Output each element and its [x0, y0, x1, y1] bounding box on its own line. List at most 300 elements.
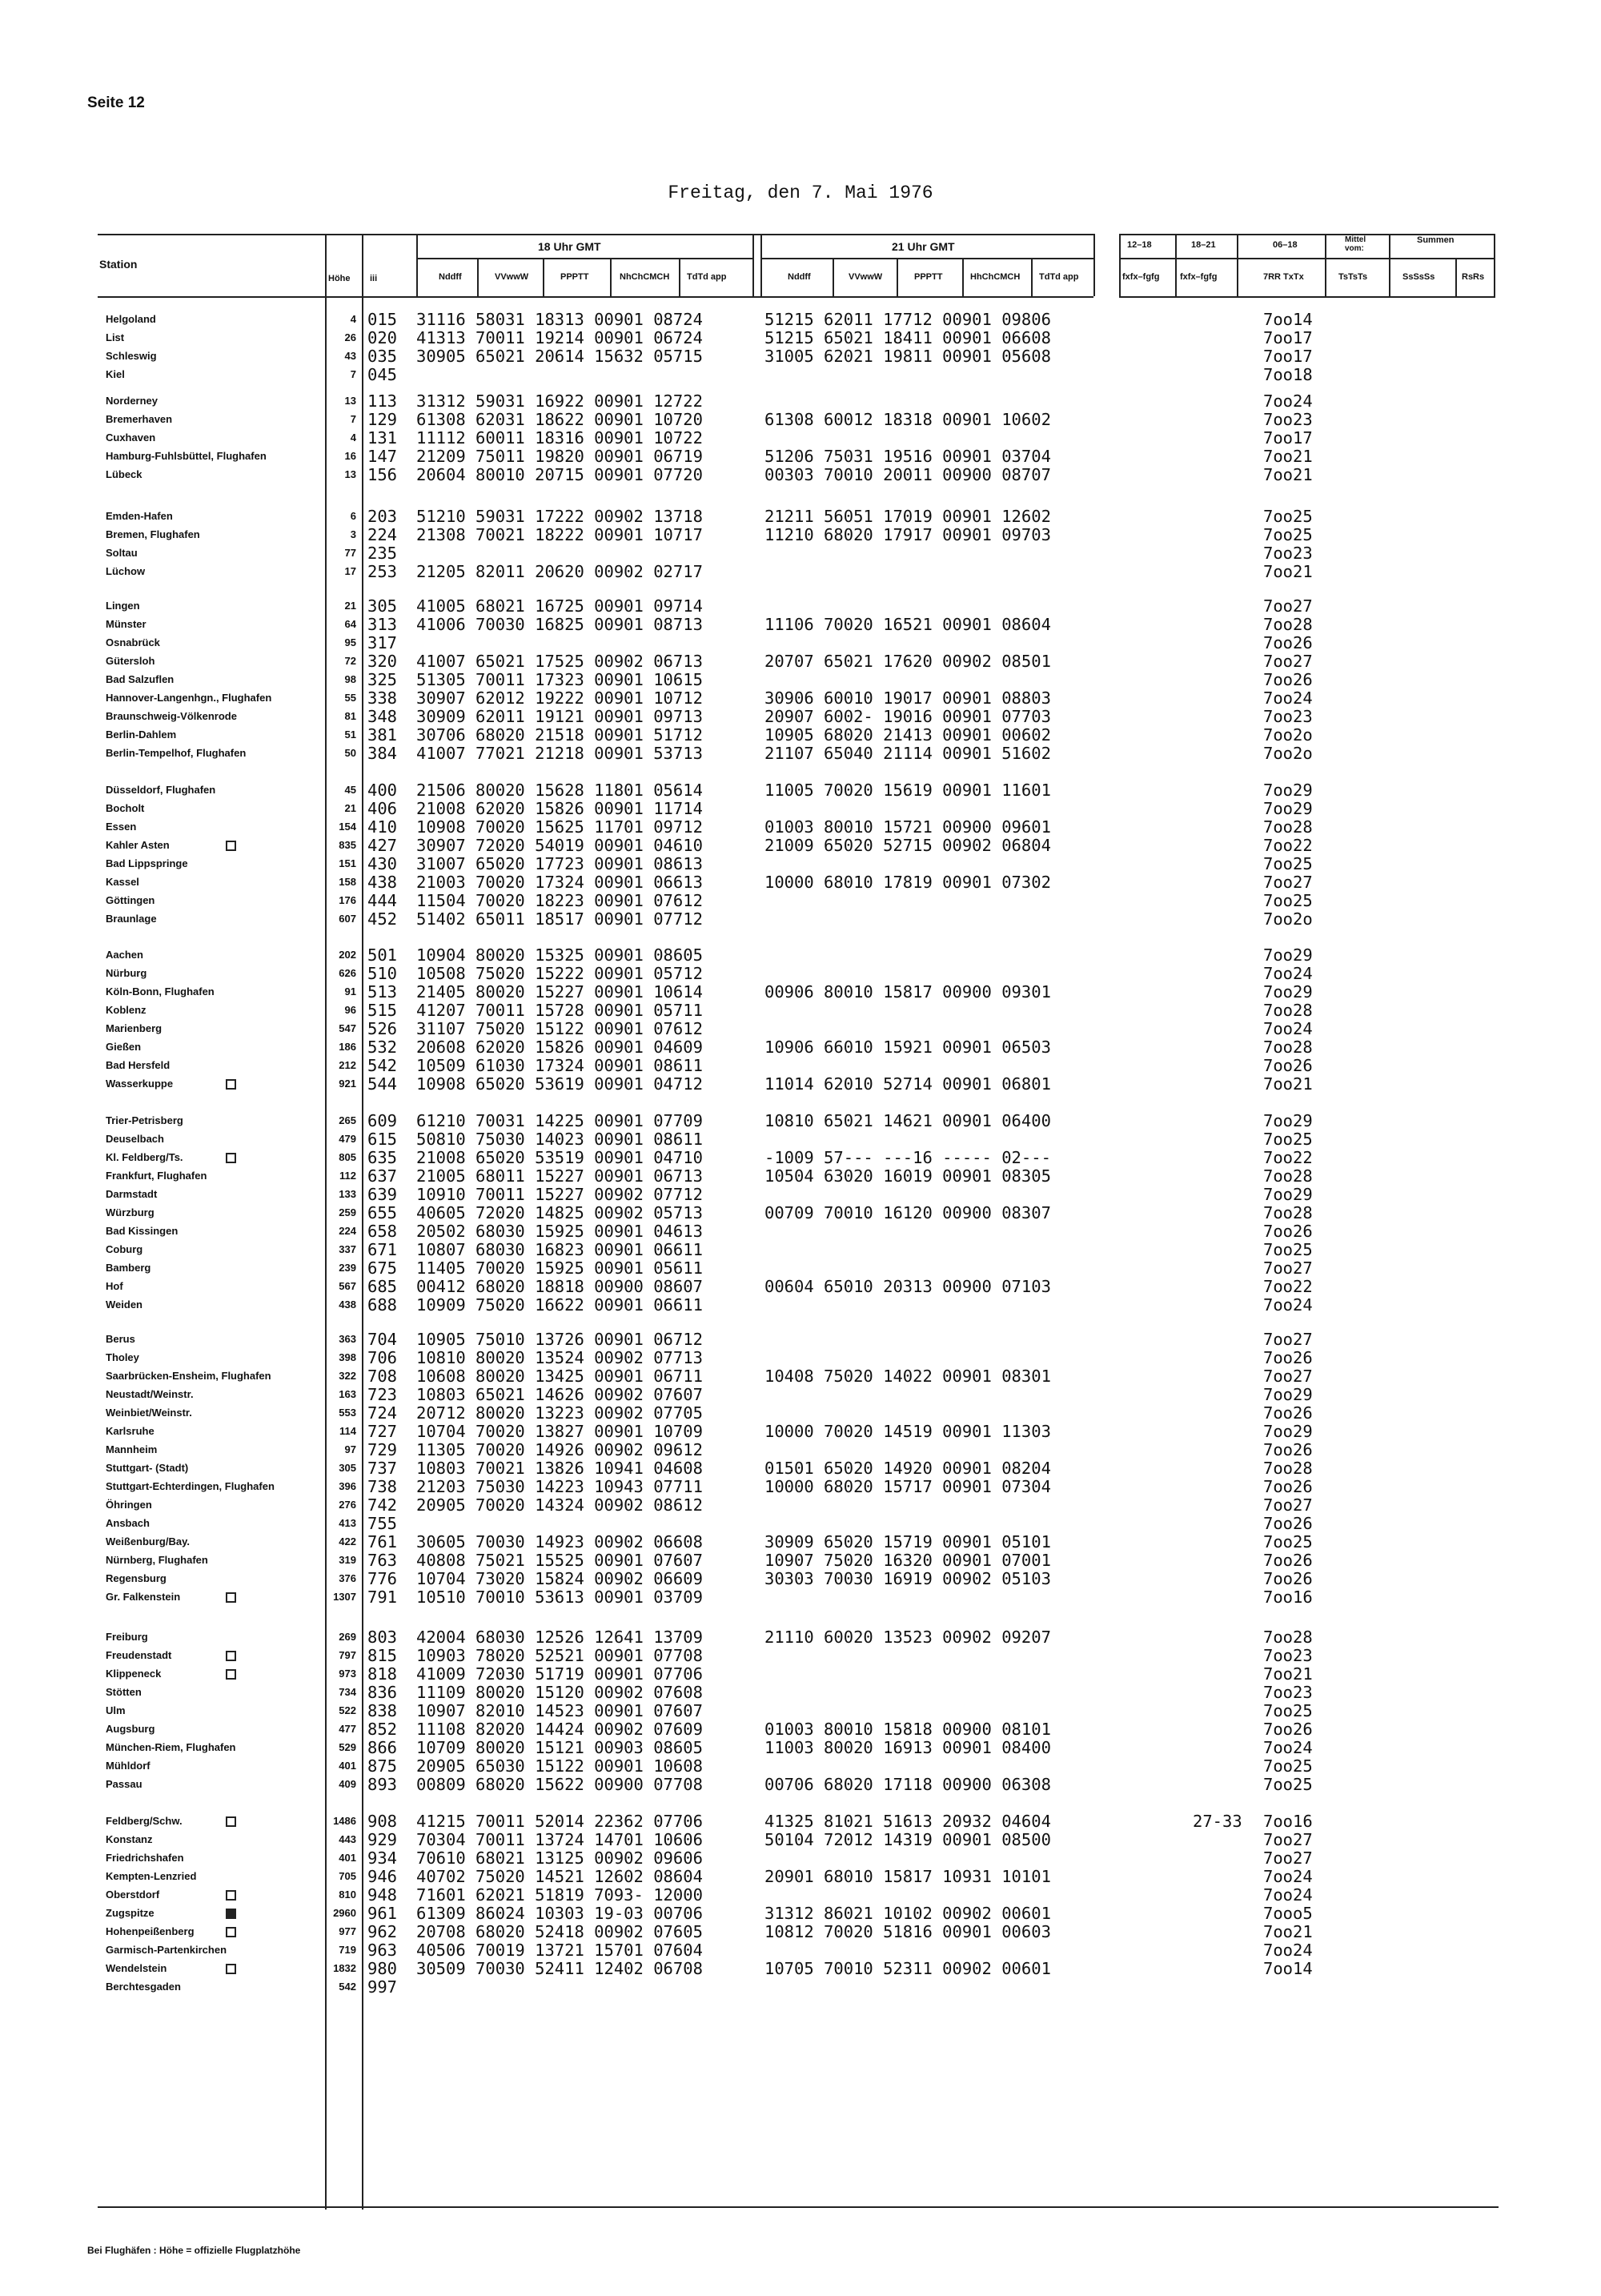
obs-18-gmt: 30706 68020 21518 00901 51712: [416, 725, 703, 745]
station-elevation: 91: [344, 985, 356, 997]
obs-21-gmt: -1009 57--- ---16 ----- 02---: [764, 1148, 1051, 1167]
station-elevation: 835: [339, 839, 356, 851]
station-name: Soltau: [106, 547, 138, 559]
obs-18-gmt: 20604 80010 20715 00901 07720: [416, 465, 703, 484]
tx-value: 7oo21: [1263, 1664, 1313, 1684]
station-iii: 708: [367, 1367, 398, 1386]
tx-value: 7oo16: [1263, 1588, 1313, 1607]
station-iii: 727: [367, 1422, 398, 1441]
tx-value: 7oo22: [1263, 1148, 1313, 1167]
station-name: Bocholt: [106, 802, 145, 814]
obs-18-gmt: 71601 62021 51819 7093- 12000: [416, 1885, 703, 1905]
station-name: Konstanz: [106, 1833, 153, 1845]
station-name: Karlsruhe: [106, 1425, 154, 1437]
station-elevation: 4: [350, 432, 356, 444]
obs-18-gmt: 21405 80020 15227 00901 10614: [416, 982, 703, 1001]
station-name: Helgoland: [106, 313, 156, 325]
station-iii: 513: [367, 982, 398, 1001]
obs-18-gmt: 11405 70020 15925 00901 05611: [416, 1258, 703, 1278]
station-name: Marienberg: [106, 1022, 163, 1034]
station-elevation: 3: [350, 528, 356, 540]
station-elevation: 16: [344, 450, 356, 462]
station-elevation: 97: [344, 1443, 356, 1455]
station-elevation: 547: [339, 1022, 356, 1034]
tx-value: 7oo27: [1263, 1848, 1313, 1868]
obs-18-gmt: 30907 62012 19222 00901 10712: [416, 688, 703, 708]
obs-21-gmt: 01003 80010 15818 00900 08101: [764, 1720, 1051, 1739]
tx-value: 7oo26: [1263, 1440, 1313, 1459]
tx-value: 7oo27: [1263, 652, 1313, 671]
station-iii: 675: [367, 1258, 398, 1278]
station-iii: 763: [367, 1551, 398, 1570]
tx-value: 7oo23: [1263, 1683, 1313, 1702]
station-iii: 963: [367, 1941, 398, 1960]
obs-18-gmt: 21203 75030 14223 10943 07711: [416, 1477, 703, 1496]
station-elevation: 376: [339, 1572, 356, 1584]
header-21-col-3: PPPTT: [914, 272, 943, 282]
station-iii: 224: [367, 525, 398, 544]
obs-21-gmt: 51206 75031 19516 00901 03704: [764, 447, 1051, 466]
square-marker: [226, 1592, 236, 1603]
station-elevation: 224: [339, 1225, 356, 1237]
station-iii: 338: [367, 688, 398, 708]
iii-column-rule: [362, 296, 363, 2210]
square-marker: [226, 1964, 236, 1974]
tx-value: 7oo18: [1263, 365, 1313, 384]
tx-value: 7oo25: [1263, 1532, 1313, 1551]
obs-21-gmt: 10000 68010 17819 00901 07302: [764, 873, 1051, 892]
tx-value: 7oo25: [1263, 891, 1313, 910]
station-name: Weiden: [106, 1299, 142, 1311]
station-elevation: 305: [339, 1462, 356, 1474]
station-elevation: 7: [350, 368, 356, 380]
station-name: Oberstdorf: [106, 1889, 160, 1901]
square-marker: [226, 1927, 236, 1937]
station-elevation: 705: [339, 1870, 356, 1882]
station-name: Tholey: [106, 1351, 139, 1363]
station-elevation: 542: [339, 1981, 356, 1993]
station-iii: 724: [367, 1403, 398, 1423]
obs-18-gmt: 10907 82010 14523 00901 07607: [416, 1701, 703, 1720]
tx-value: 7oo26: [1263, 1569, 1313, 1588]
station-name: Saarbrücken-Ensheim, Flughafen: [106, 1370, 271, 1382]
report-date: Freitag, den 7. Mai 1976: [668, 183, 933, 203]
station-elevation: 176: [339, 894, 356, 906]
station-elevation: 151: [339, 857, 356, 869]
station-elevation: 81: [344, 710, 356, 722]
obs-18-gmt: 10510 70010 53613 00901 03709: [416, 1588, 703, 1607]
header-extra-mittel: Mittel vom:: [1345, 235, 1366, 253]
station-name: Lübeck: [106, 468, 142, 480]
station-name: Gießen: [106, 1041, 142, 1053]
station-elevation: 529: [339, 1741, 356, 1753]
tx-value: 7oo26: [1263, 633, 1313, 652]
obs-21-gmt: 41325 81021 51613 20932 04604: [764, 1812, 1051, 1831]
tx-value: 7oo26: [1263, 670, 1313, 689]
obs-18-gmt: 10909 75020 16622 00901 06611: [416, 1295, 703, 1315]
station-elevation: 522: [339, 1704, 356, 1716]
station-iii: 836: [367, 1683, 398, 1702]
station-elevation: 973: [339, 1668, 356, 1680]
station-name: Bad Hersfeld: [106, 1059, 171, 1071]
station-name: Mühldorf: [106, 1760, 150, 1772]
obs-18-gmt: 70610 68021 13125 00902 09606: [416, 1848, 703, 1868]
station-iii: 946: [367, 1867, 398, 1886]
station-elevation: 805: [339, 1151, 356, 1163]
station-name: Bremerhaven: [106, 413, 173, 425]
obs-21-gmt: 31005 62021 19811 00901 05608: [764, 347, 1051, 366]
obs-18-gmt: 41007 77021 21218 00901 53713: [416, 744, 703, 763]
station-iii: 908: [367, 1812, 398, 1831]
station-name: Düsseldorf, Flughafen: [106, 784, 216, 796]
obs-18-gmt: 10903 78020 52521 00901 07708: [416, 1646, 703, 1665]
obs-21-gmt: 20901 68010 15817 10931 10101: [764, 1867, 1051, 1886]
station-elevation: 72: [344, 655, 356, 667]
obs-18-gmt: 21003 70020 17324 00901 06613: [416, 873, 703, 892]
station-iii: 929: [367, 1830, 398, 1849]
obs-18-gmt: 10908 70020 15625 11701 09712: [416, 817, 703, 837]
station-iii: 688: [367, 1295, 398, 1315]
station-name: Frankfurt, Flughafen: [106, 1170, 207, 1182]
station-elevation: 6: [350, 510, 356, 522]
header-bottom-rule-right: [1119, 296, 1495, 298]
station-name: Bad Lippspringe: [106, 857, 188, 869]
obs-18-gmt: 41207 70011 15728 00901 05711: [416, 1001, 703, 1020]
header-top-rule: [98, 234, 1093, 235]
header-extra-fx1: fxfx–fgfg: [1122, 272, 1160, 282]
tx-value: 7oo27: [1263, 1495, 1313, 1515]
station-iii: 838: [367, 1701, 398, 1720]
obs-18-gmt: 30509 70030 52411 12402 06708: [416, 1959, 703, 1978]
obs-21-gmt: 11106 70020 16521 00901 08604: [764, 615, 1051, 634]
station-elevation: 158: [339, 876, 356, 888]
square-marker: [226, 1079, 236, 1090]
station-iii: 934: [367, 1848, 398, 1868]
station-iii: 156: [367, 465, 398, 484]
station-elevation: 239: [339, 1262, 356, 1274]
header-extra-ss: SsSsSs: [1402, 272, 1435, 282]
obs-18-gmt: 21205 82011 20620 00902 02717: [416, 562, 703, 581]
station-elevation: 64: [344, 618, 356, 630]
station-name: Stuttgart-Echterdingen, Flughafen: [106, 1480, 275, 1492]
footnote: Bei Flughäfen : Höhe = offizielle Flugplatzhöhe: [87, 2245, 301, 2256]
station-elevation: 363: [339, 1333, 356, 1345]
tx-value: 7oo23: [1263, 1646, 1313, 1665]
obs-18-gmt: 11109 80020 15120 00902 07608: [416, 1683, 703, 1702]
obs-18-gmt: 20905 70020 14324 00902 08612: [416, 1495, 703, 1515]
tx-value: 7oo25: [1263, 507, 1313, 526]
obs-21-gmt: 31312 86021 10102 00902 00601: [764, 1904, 1051, 1923]
station-name: Bremen, Flughafen: [106, 528, 200, 540]
tx-value: 7oo23: [1263, 410, 1313, 429]
station-name: Koblenz: [106, 1004, 146, 1016]
tx-value: 7oo21: [1263, 465, 1313, 484]
header-extra-ts: TsTsTs: [1338, 272, 1368, 282]
station-elevation: 17: [344, 565, 356, 577]
station-name: Wasserkuppe: [106, 1078, 174, 1090]
tx-value: 7oo24: [1263, 1295, 1313, 1315]
obs-18-gmt: 51305 70011 17323 00901 10615: [416, 670, 703, 689]
station-elevation: 337: [339, 1243, 356, 1255]
station-elevation: 810: [339, 1889, 356, 1901]
obs-21-gmt: 11210 68020 17917 00901 09703: [764, 525, 1051, 544]
page-number: Seite 12: [87, 94, 145, 111]
tx-value: 7oo26: [1263, 1477, 1313, 1496]
station-iii: 131: [367, 428, 398, 448]
station-name: Stötten: [106, 1686, 142, 1698]
station-iii: 129: [367, 410, 398, 429]
header-21-col-2: VVwwW: [849, 272, 883, 282]
page-bottom-rule: [98, 2206, 1499, 2208]
station-iii: 671: [367, 1240, 398, 1259]
header-station: Station: [99, 258, 138, 271]
station-name: Braunschweig-Völkenrode: [106, 710, 237, 722]
tx-value: 7oo2o: [1263, 909, 1313, 929]
obs-18-gmt: 10709 80020 15121 00903 08605: [416, 1738, 703, 1757]
station-elevation: 77: [344, 547, 356, 559]
station-iii: 400: [367, 781, 398, 800]
obs-18-gmt: 21209 75011 19820 00901 06719: [416, 447, 703, 466]
tx-value: 7oo17: [1263, 347, 1313, 366]
tx-value: 7oo14: [1263, 1959, 1313, 1978]
tx-value: 7oo24: [1263, 1867, 1313, 1886]
header-18-col-2: VVwwW: [495, 272, 529, 282]
station-name: Weinbiet/Weinstr.: [106, 1407, 192, 1419]
station-name: Wendelstein: [106, 1962, 167, 1974]
station-iii: 818: [367, 1664, 398, 1684]
station-iii: 430: [367, 854, 398, 873]
obs-18-gmt: 30605 70030 14923 00902 06608: [416, 1532, 703, 1551]
station-elevation: 212: [339, 1059, 356, 1071]
tx-value: 7oo23: [1263, 707, 1313, 726]
station-elevation: 413: [339, 1517, 356, 1529]
station-name: Passau: [106, 1778, 142, 1790]
obs-18-gmt: 10910 70011 15227 00902 07712: [416, 1185, 703, 1204]
station-iii: 544: [367, 1074, 398, 1094]
station-elevation: 265: [339, 1114, 356, 1126]
station-iii: 444: [367, 891, 398, 910]
obs-21-gmt: 10408 75020 14022 00901 08301: [764, 1367, 1051, 1386]
obs-21-gmt: 00706 68020 17118 00900 06308: [764, 1775, 1051, 1794]
station-elevation: 396: [339, 1480, 356, 1492]
station-name: Münster: [106, 618, 146, 630]
station-name: Stuttgart- (Stadt): [106, 1462, 189, 1474]
station-name: Bad Salzuflen: [106, 673, 175, 685]
station-elevation: 401: [339, 1852, 356, 1864]
obs-18-gmt: 31116 58031 18313 00901 08724: [416, 310, 703, 329]
header-extra-1821: 18–21: [1191, 240, 1216, 250]
obs-21-gmt: 20707 65021 17620 00902 08501: [764, 652, 1051, 671]
station-name: Braunlage: [106, 913, 157, 925]
station-elevation: 13: [344, 468, 356, 480]
station-name: Berlin-Tempelhof, Flughafen: [106, 747, 247, 759]
station-iii: 526: [367, 1019, 398, 1038]
station-name: Zugspitze: [106, 1907, 154, 1919]
station-iii: 685: [367, 1277, 398, 1296]
obs-18-gmt: 41215 70011 52014 22362 07706: [416, 1812, 703, 1831]
station-name: Hamburg-Fuhlsbüttel, Flughafen: [106, 450, 267, 462]
obs-21-gmt: 10905 68020 21413 00901 00602: [764, 725, 1051, 745]
station-name: Emden-Hafen: [106, 510, 173, 522]
station-name: Freudenstadt: [106, 1649, 172, 1661]
station-name: Neustadt/Weinstr.: [106, 1388, 194, 1400]
station-elevation: 1307: [333, 1591, 356, 1603]
header-height: Höhe: [328, 274, 351, 283]
obs-18-gmt: 21005 68011 15227 00901 06713: [416, 1166, 703, 1186]
obs-18-gmt: 11305 70020 14926 00902 09612: [416, 1440, 703, 1459]
obs-18-gmt: 10905 75010 13726 00901 06712: [416, 1330, 703, 1349]
obs-18-gmt: 51402 65011 18517 00901 07712: [416, 909, 703, 929]
header-18-col-3: PPPTT: [560, 272, 589, 282]
station-name: Norderney: [106, 395, 158, 407]
header-18-col-5: TdTd app: [687, 272, 727, 282]
square-marker: [226, 1669, 236, 1680]
obs-18-gmt: 10803 65021 14626 00902 07607: [416, 1385, 703, 1404]
station-iii: 438: [367, 873, 398, 892]
station-name: Osnabrück: [106, 636, 160, 648]
square-marker: [226, 1651, 236, 1661]
obs-21-gmt: 10000 68020 15717 00901 07304: [764, 1477, 1051, 1496]
tx-value: 7oo17: [1263, 428, 1313, 448]
header-iii: iii: [370, 274, 378, 283]
station-iii: 313: [367, 615, 398, 634]
station-iii: 852: [367, 1720, 398, 1739]
station-iii: 609: [367, 1111, 398, 1130]
station-iii: 761: [367, 1532, 398, 1551]
station-iii: 655: [367, 1203, 398, 1222]
tx-value: 7oo21: [1263, 562, 1313, 581]
station-elevation: 186: [339, 1041, 356, 1053]
station-name: Hannover-Langenhgn., Flughafen: [106, 692, 272, 704]
tx-value: 7oo26: [1263, 1348, 1313, 1367]
station-name: Berus: [106, 1333, 135, 1345]
obs-18-gmt: 70304 70011 13724 14701 10606: [416, 1830, 703, 1849]
tx-value: 7oo21: [1263, 1074, 1313, 1094]
obs-18-gmt: 51210 59031 17222 00902 13718: [416, 507, 703, 526]
station-elevation: 96: [344, 1004, 356, 1016]
tx-value: 7oo27: [1263, 1367, 1313, 1386]
tx-value: 7oo26: [1263, 1222, 1313, 1241]
obs-18-gmt: 10807 68030 16823 00901 06611: [416, 1240, 703, 1259]
gmt18-subrule: [416, 258, 752, 259]
station-elevation: 477: [339, 1723, 356, 1735]
station-elevation: 51: [344, 729, 356, 741]
station-elevation: 259: [339, 1206, 356, 1218]
station-iii: 325: [367, 670, 398, 689]
station-elevation: 422: [339, 1535, 356, 1547]
tx-value: 7oo28: [1263, 1203, 1313, 1222]
tx-value: 7oo26: [1263, 1720, 1313, 1739]
station-iii: 510: [367, 964, 398, 983]
station-elevation: 921: [339, 1078, 356, 1090]
station-iii: 997: [367, 1977, 398, 1997]
station-name: Hof: [106, 1280, 123, 1292]
obs-21-gmt: 11003 80020 16913 00901 08400: [764, 1738, 1051, 1757]
station-name: Hohenpeißenberg: [106, 1925, 195, 1937]
tx-value: 7oo26: [1263, 1514, 1313, 1533]
tx-value: 7oo2o: [1263, 725, 1313, 745]
station-iii: 815: [367, 1646, 398, 1665]
tx-value: 7oo24: [1263, 1019, 1313, 1038]
station-elevation: 163: [339, 1388, 356, 1400]
obs-21-gmt: 01003 80010 15721 00900 09601: [764, 817, 1051, 837]
station-iii: 320: [367, 652, 398, 671]
station-iii: 203: [367, 507, 398, 526]
obs-21-gmt: 21110 60020 13523 00902 09207: [764, 1628, 1051, 1647]
obs-18-gmt: 50810 75030 14023 00901 08611: [416, 1130, 703, 1149]
station-name: Augsburg: [106, 1723, 155, 1735]
station-name: Klippeneck: [106, 1668, 162, 1680]
square-marker: [226, 841, 236, 851]
obs-21-gmt: 20907 6002- 19016 00901 07703: [764, 707, 1051, 726]
tx-value: 7oo29: [1263, 1385, 1313, 1404]
station-name: Öhringen: [106, 1499, 152, 1511]
station-iii: 635: [367, 1148, 398, 1167]
station-elevation: 21: [344, 802, 356, 814]
obs-18-gmt: 20502 68030 15925 00901 04613: [416, 1222, 703, 1241]
station-iii: 738: [367, 1477, 398, 1496]
station-name: Kassel: [106, 876, 139, 888]
header-gmt18: 18 Uhr GMT: [538, 240, 601, 253]
obs-21-gmt: 00604 65010 20313 00900 07103: [764, 1277, 1051, 1296]
header-extra-fx2: fxfx–fgfg: [1180, 272, 1218, 282]
obs-21-gmt: 21211 56051 17019 00901 12602: [764, 507, 1051, 526]
obs-21-gmt: 10810 65021 14621 00901 06400: [764, 1111, 1051, 1130]
tx-value: 7oo29: [1263, 781, 1313, 800]
obs-18-gmt: 00412 68020 18818 00900 08607: [416, 1277, 703, 1296]
obs-21-gmt: 10504 63020 16019 00901 08305: [764, 1166, 1051, 1186]
station-iii: 381: [367, 725, 398, 745]
obs-18-gmt: 41007 65021 17525 00902 06713: [416, 652, 703, 671]
station-iii: 637: [367, 1166, 398, 1186]
tx-value: 7ooo5: [1263, 1904, 1313, 1923]
tx-value: 7oo25: [1263, 1130, 1313, 1149]
tx-value: 7oo28: [1263, 1038, 1313, 1057]
header-18-col-4: NhChCMCH: [620, 272, 670, 282]
station-iii: 410: [367, 817, 398, 837]
station-iii: 776: [367, 1569, 398, 1588]
station-name: München-Riem, Flughafen: [106, 1741, 236, 1753]
station-iii: 658: [367, 1222, 398, 1241]
station-name: Trier-Petrisberg: [106, 1114, 183, 1126]
tx-value: 7oo27: [1263, 873, 1313, 892]
header-gmt21: 21 Uhr GMT: [892, 240, 955, 253]
station-elevation: 133: [339, 1188, 356, 1200]
tx-value: 7oo24: [1263, 391, 1313, 411]
obs-21-gmt: 51215 65021 18411 00901 06608: [764, 328, 1051, 347]
obs-21-gmt: 30303 70030 16919 00902 05103: [764, 1569, 1051, 1588]
tx-value: 7oo25: [1263, 525, 1313, 544]
station-iii: 615: [367, 1130, 398, 1149]
obs-18-gmt: 41006 70030 16825 00901 08713: [416, 615, 703, 634]
tx-value: 7oo25: [1263, 1756, 1313, 1776]
tx-value: 7oo28: [1263, 1001, 1313, 1020]
station-elevation: 26: [344, 331, 356, 343]
tx-value: 7oo25: [1263, 1240, 1313, 1259]
station-elevation: 398: [339, 1351, 356, 1363]
obs-21-gmt: 10906 66010 15921 00901 06503: [764, 1038, 1051, 1057]
obs-18-gmt: 11504 70020 18223 00901 07612: [416, 891, 703, 910]
station-name: Ansbach: [106, 1517, 150, 1529]
obs-18-gmt: 10509 61030 17324 00901 08611: [416, 1056, 703, 1075]
obs-21-gmt: 00709 70010 16120 00900 08307: [764, 1203, 1051, 1222]
obs-18-gmt: 61210 70031 14225 00901 07709: [416, 1111, 703, 1130]
station-elevation: 269: [339, 1631, 356, 1643]
tx-value: 7oo28: [1263, 1628, 1313, 1647]
obs-21-gmt: 30909 65020 15719 00901 05101: [764, 1532, 1051, 1551]
station-name: Nürburg: [106, 967, 147, 979]
obs-21-gmt: 10812 70020 51816 00901 00603: [764, 1922, 1051, 1941]
